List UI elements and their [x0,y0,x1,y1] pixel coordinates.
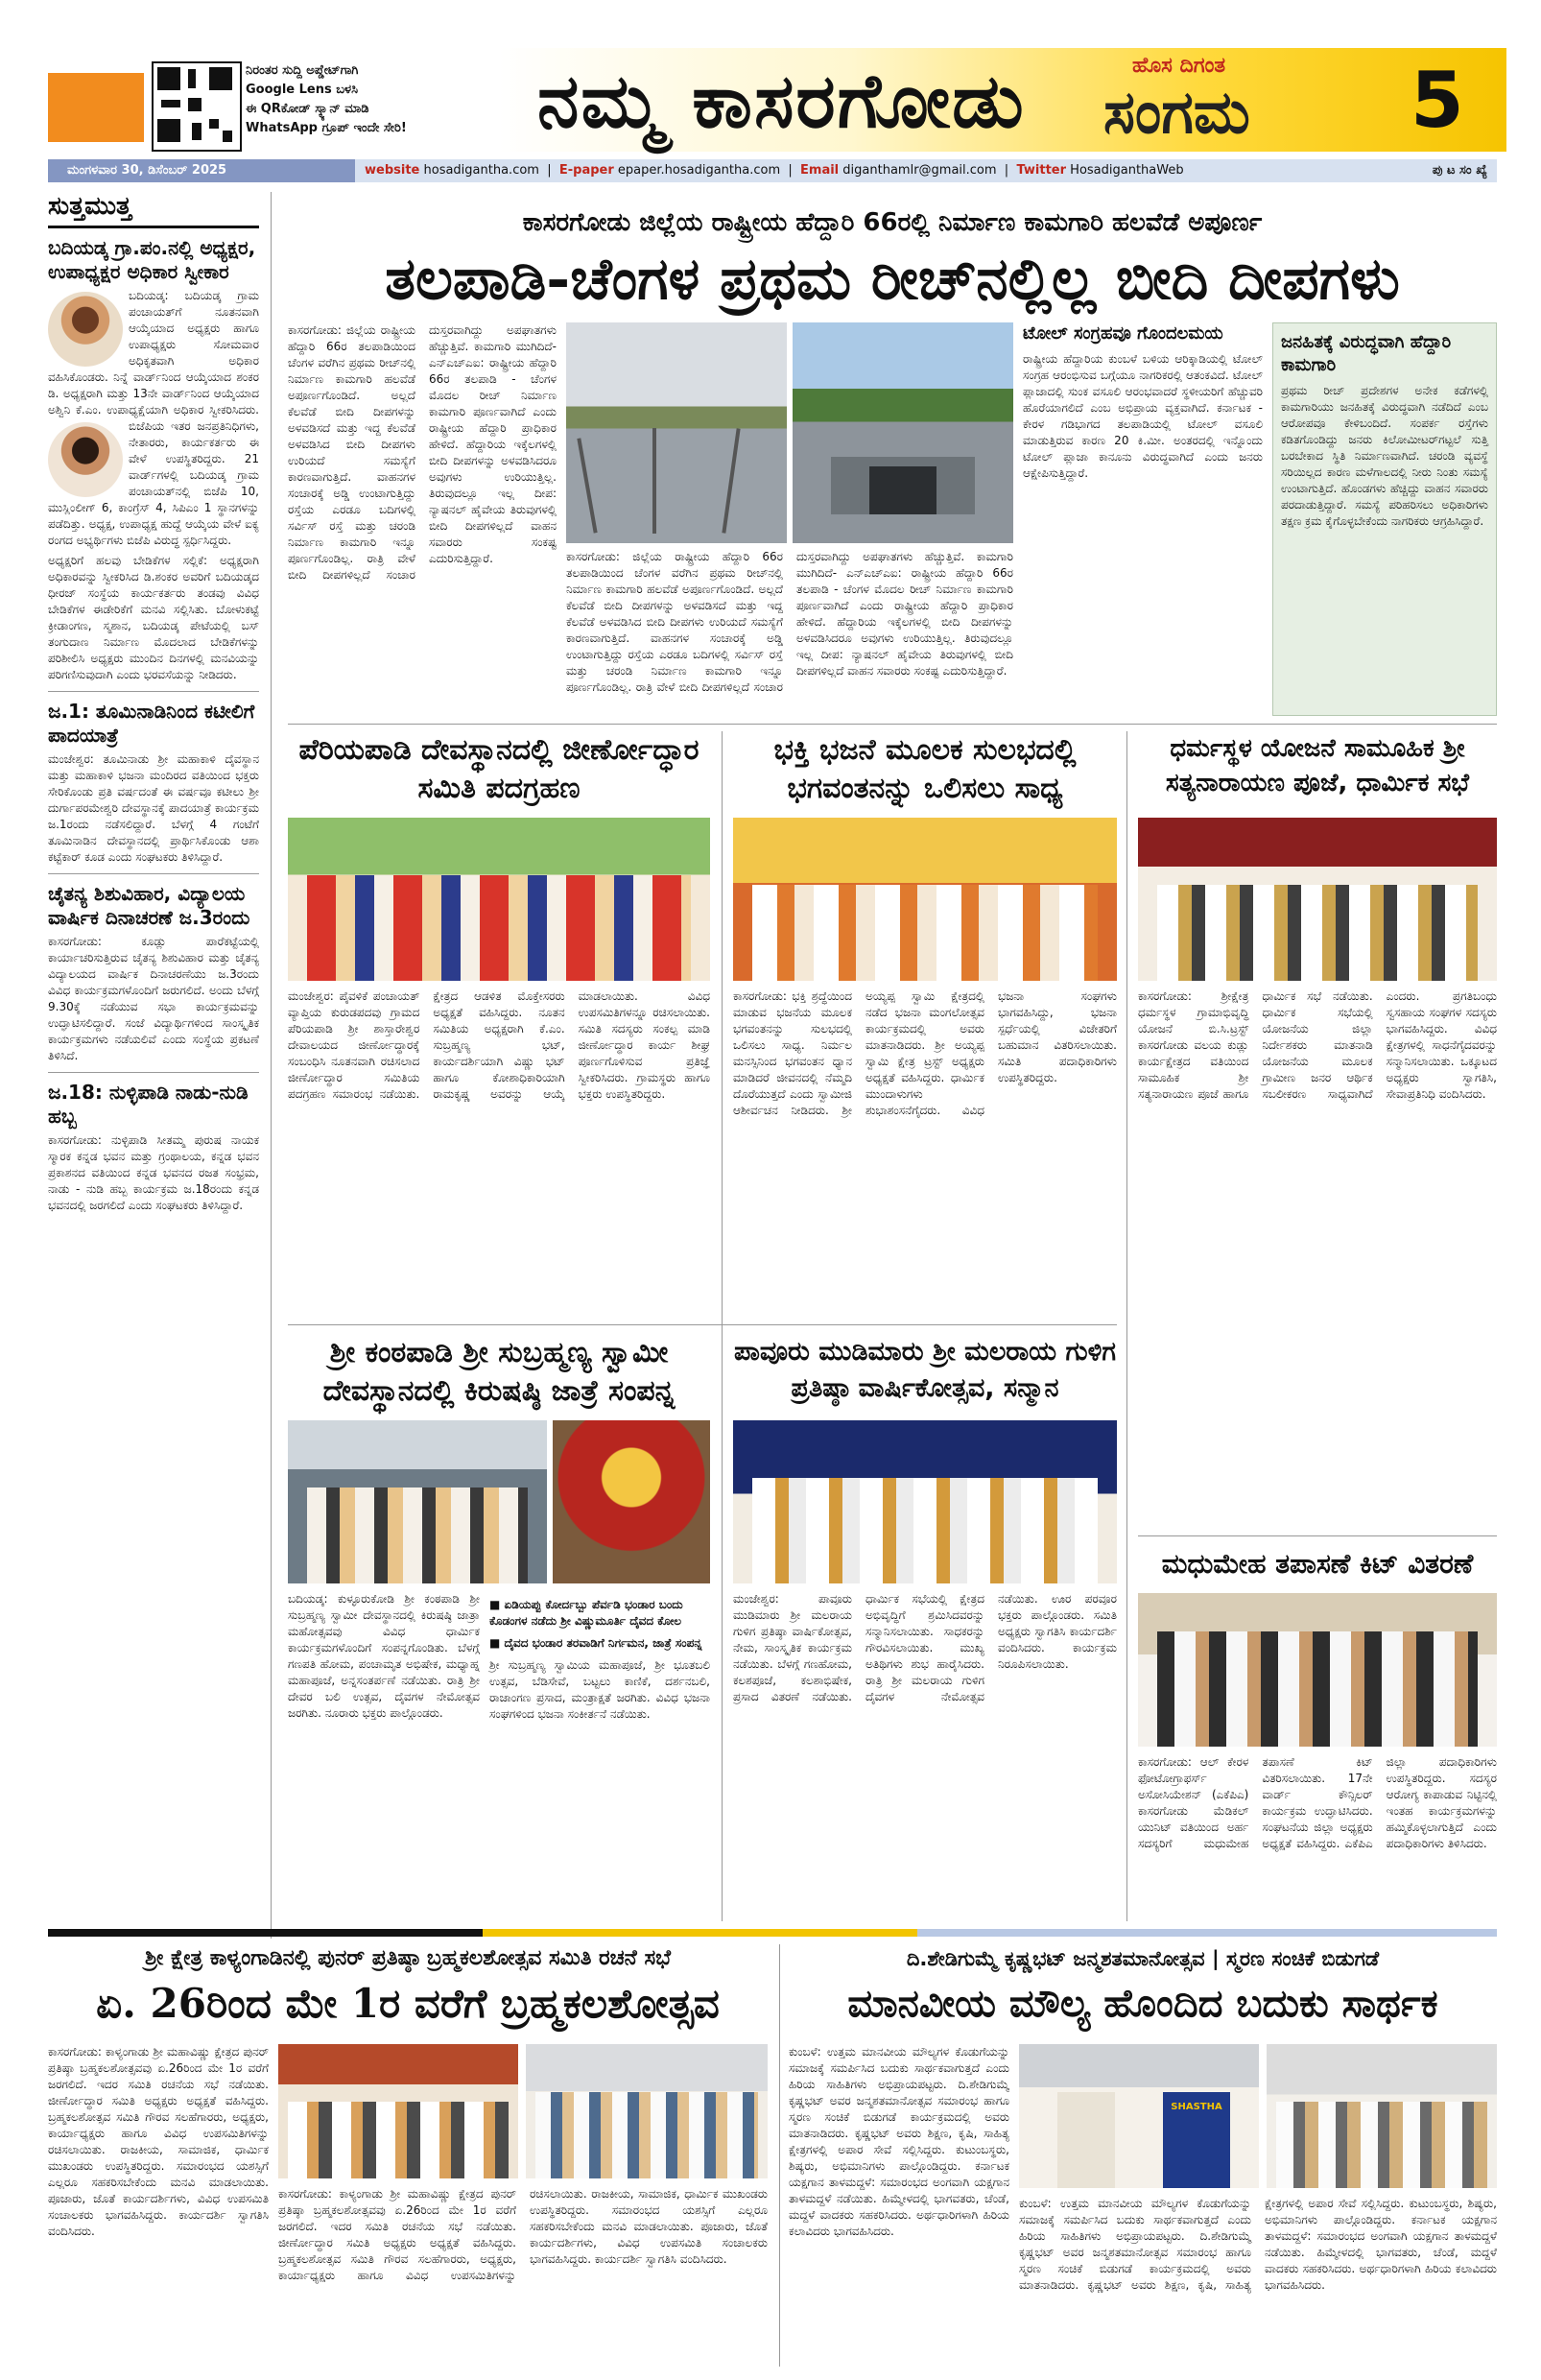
column-rule [271,192,272,1939]
brief-headline: ಚೈತನ್ಯ ಶಿಶುವಿಹಾರ, ವಿದ್ಯಾಲಯ ವಾರ್ಷಿಕ ದಿನಾಚರಣೆ ಜ.3ರಂದು [48,882,250,929]
page-title: ನಮ್ಮ ಕಾಸರಗೋಡು [537,58,1026,145]
brief-headline: ಜ.1: ತೂಮಿನಾಡಿನಿಂದ ಕಟೀಲಿಗೆ ಪಾದಯಾತ್ರೆ [48,700,255,747]
highway-photo [566,322,787,543]
story-headline: ಶ್ರೀ ಕಂಠಪಾಡಿ ಶ್ರೀ ಸುಬ್ರಹ್ಮಣ್ಯ ಸ್ವಾಮೀ ದೇವಸ್ಥಾನದಲ್ಲಿ ಕಿರುಷಷ್ಠಿ ಜಾತ್ರೆ ಸಂಪನ್ನ [322,1336,676,1408]
divider [48,873,259,874]
pooja-photo [1138,818,1497,981]
qr-line: ಈ QRಕೋಡ್ ಸ್ಕ್ಯಾನ್ ಮಾಡಿ [246,102,369,116]
story-headline: ಧರ್ಮಸ್ಥಳ ಯೋಜನೆ ಸಾಮೂಹಿಕ ಶ್ರೀ ಸತ್ಯನಾರಾಯಣ ಪೂಜೆ, ಧಾರ್ಮಿಕ ಸಭೆ [1165,734,1470,797]
lead-kicker: ಕಾಸರಗೋಡು ಜಿಲ್ಲೆಯ ರಾಷ್ಟ್ರೀಯ ಹೆದ್ದಾರಿ 66ರಲ್ಲಿ ನಿರ್ಮಾಣ ಕಾಮಗಾರಿ ಹಲವೆಡೆ ಅಪೂರ್ಣ [522,208,1263,237]
lead-sidebar [1272,322,1497,716]
info-bar [48,159,1497,182]
bhajan-photo [733,818,1117,981]
story-body-cont: ಕುಂಬಳೆ: ಉತ್ತಮ ಮಾನವೀಯ ಮೌಲ್ಯಗಳ ಕೊಡುಗೆಯನ್ನು ಸಮಾಜಕ್ಕೆ ಸಮರ್ಪಿಸಿದ ಬದುಕು ಸಾರ್ಥಕವಾಗುತ್ತದೆ ಎಂದು ಹಿರಿಯ ಸಾಹಿತಿಗಳು ಅಭಿಪ್ರಾಯಪಟ್ಟರು. ದಿ.ಶೇಡಿಗುಮ್ಮೆ ಕೃಷ್ಣಭಟ್ ಅವರ ಜನ್ಮಶತಮಾನೋತ್ಸವ ಸಮಾರಂಭ ಹಾಗೂ ಸ್ಮರಣ ಸಂಚಿಕೆ ಬಿಡುಗಡೆ ಕಾರ್ಯಕ್ರಮದಲ್ಲಿ ಅವರು ಮಾತನಾಡಿದರು. ಕೃಷ್ಣಭಟ್ ಅವರು ಶಿಕ್ಷಣ, ಕೃಷಿ, ಸಾಹಿತ್ಯ ಕ್ಷೇತ್ರಗಳಲ್ಲಿ ಅಪಾರ ಸೇವೆ ಸಲ್ಲಿಸಿದ್ದರು. ಕುಟುಂಬಸ್ಥರು, ಶಿಷ್ಯರು, ಅಭಿಮಾನಿಗಳು ಪಾಲ್ಗೊಂಡಿದ್ದರು. ಕರ್ನಾಟಕ ಯಕ್ಷಗಾನ ತಾಳಮದ್ದಳೆ: ಸಮಾರಂಭದ ಅಂಗವಾಗಿ ಯಕ್ಷಗಾನ ತಾಳಮದ್ದಳೆ ನಡೆಯಿತು. ಹಿಮ್ಮೇಳದಲ್ಲಿ ಭಾಗವತರು, ಚೆಂಡೆ, ಮದ್ದಳೆ ವಾದಕರು ಸಹಕರಿಸಿದರು. ಅರ್ಥಧಾರಿಗಳಾಗಿ ಹಿರಿಯ ಕಲಾವಿದರು ಭಾಗವಹಿಸಿದರು. [1019,2197,1497,2292]
festival-photo [288,1420,547,1583]
story-body-cont: ಕಾಸರಗೋಡು: ಕಾಳ್ಯಂಗಾಡು ಶ್ರೀ ಮಹಾವಿಷ್ಣು ಕ್ಷೇತ್ರದ ಪುನರ್ ಪ್ರತಿಷ್ಠಾ ಬ್ರಹ್ಮಕಲಶೋತ್ಸವವು ಏ.26ರಿಂದ ಮೇ 1ರ ವರೆಗೆ ಜರಗಲಿದೆ. ಇದರ ಸಮಿತಿ ರಚನೆಯ ಸಭೆ ನಡೆಯಿತು. ಜೀರ್ಣೋದ್ಧಾರ ಸಮಿತಿ ಅಧ್ಯಕ್ಷರು ಅಧ್ಯಕ್ಷತೆ ವಹಿಸಿದ್ದರು. ಬ್ರಹ್ಮಕಲಶೋತ್ಸವ ಸಮಿತಿ ಗೌರವ ಸಲಹೆಗಾರರು, ಅಧ್ಯಕ್ಷರು, ಕಾರ್ಯಾಧ್ಯಕ್ಷರು ಹಾಗೂ ವಿವಿಧ ಉಪಸಮಿತಿಗಳನ್ನು ರಚಿಸಲಾಯಿತು. ರಾಜಕೀಯ, ಸಾಮಾಜಿಕ, ಧಾರ್ಮಿಕ ಮುಖಂಡರು ಉಪಸ್ಥಿತರಿದ್ದರು. ಸಮಾರಂಭದ ಯಶಸ್ಸಿಗೆ ಎಲ್ಲರೂ ಸಹಕರಿಸಬೇಕೆಂದು ಮನವಿ ಮಾಡಲಾಯಿತು. ಪೂಜಾರು, ಜೊತೆ ಕಾರ್ಯದರ್ಶಿಗಳು, ವಿವಿಧ ಉಪಸಮಿತಿ ಸಂಚಾಲಕರು ಭಾಗವಹಿಸಿದ್ದರು. ಕಾರ್ಯದರ್ಶಿ ಸ್ವಾಗತಿಸಿ ವಂದಿಸಿದರು. [278,2187,768,2282]
story-body: ಮಂಜೇಶ್ವರ: ಪಾವೂರು ಮುಡಿಮಾರು ಶ್ರೀ ಮಲರಾಯ ಗುಳಿಗ ಪ್ರತಿಷ್ಠಾ ವಾರ್ಷಿಕೋತ್ಸವ, ನೇಮ, ಸಾಂಸ್ಕೃತಿಕ ಕಾರ್ಯಕ್ರಮ ನಡೆಯಿತು. ಬೆಳಗ್ಗೆ ಗಣಹೋಮ, ಕಲಶಪೂಜೆ, ಕಲಶಾಭಿಷೇಕ, ಪ್ರಸಾದ ವಿತರಣೆ ನಡೆಯಿತು. ಧಾರ್ಮಿಕ ಸಭೆಯಲ್ಲಿ ಕ್ಷೇತ್ರದ ಅಭಿವೃದ್ಧಿಗೆ ಶ್ರಮಿಸಿದವರನ್ನು ಸನ್ಮಾನಿಸಲಾಯಿತು. ಸಾಧಕರನ್ನು ಗೌರವಿಸಲಾಯಿತು. ಮುಖ್ಯ ಅತಿಥಿಗಳು ಶುಭ ಹಾರೈಸಿದರು. ರಾತ್ರಿ ಶ್ರೀ ಮಲರಾಯ ಗುಳಿಗ ದೈವಗಳ ನೇಮೋತ್ಸವ ನಡೆಯಿತು. ಊರ ಪರವೂರ ಭಕ್ತರು ಪಾಲ್ಗೊಂಡರು. ಸಮಿತಿ ಅಧ್ಯಕ್ಷರು ಸ್ವಾಗತಿಸಿ ಕಾರ್ಯದರ್ಶಿ ವಂದಿಸಿದರು. ಕಾರ್ಯಕ್ರಮ ನಿರೂಪಿಸಲಾಯಿತು. [733,1592,1117,1703]
lead-body-cont: ಕಾಸರಗೋಡು: ಜಿಲ್ಲೆಯ ರಾಷ್ಟ್ರೀಯ ಹೆದ್ದಾರಿ 66ರ ತಲಪಾಡಿಯಿಂದ ಚೆಂಗಳ ವರೆಗಿನ ಪ್ರಥಮ ರೀಚ್‌ನಲ್ಲಿ ನಿರ್ಮಾಣ ಕಾಮಗಾರಿ ಹಲವೆಡೆ ಅಪೂರ್ಣಗೊಂಡಿದೆ. ಅಲ್ಲದೆ ಕೆಲವೆಡೆ ಬೀದಿ ದೀಪಗಳನ್ನು ಅಳವಡಿಸದೆ ಮತ್ತು ಇದ್ದ ಕೆಲವೆಡೆ ಅಳವಡಿಸಿದ ಬೀದಿ ದೀಪಗಳು ಉರಿಯದೆ ಸಮಸ್ಯೆಗೆ ಕಾರಣವಾಗುತ್ತಿದೆ. ವಾಹನಗಳ ಸಂಚಾರಕ್ಕೆ ಅಡ್ಡಿ ಉಂಟಾಗುತ್ತಿದ್ದು ರಸ್ತೆಯ ಎರಡೂ ಬದಿಗಳಲ್ಲಿ ಸರ್ವಿಸ್ ರಸ್ತೆ ಮತ್ತು ಚರಂಡಿ ನಿರ್ಮಾಣ ಕಾಮಗಾರಿ ಇನ್ನೂ ಪೂರ್ಣಗೊಂಡಿಲ್ಲ. ರಾತ್ರಿ ವೇಳೆ ಬೀದಿ ದೀಪಗಳಿಲ್ಲದೆ ಸಂಚಾರ ದುಸ್ತರವಾಗಿದ್ದು ಅಪಘಾತಗಳು ಹೆಚ್ಚುತ್ತಿವೆ. ಕಾಮಗಾರಿ ಮುಗಿದಿದೆ- ಎನ್‌ಎಚ್‌ಎಐ: ರಾಷ್ಟ್ರೀಯ ಹೆದ್ದಾರಿ 66ರ ತಲಪಾಡಿ - ಚೆಂಗಳ ಮೊದಲ ರೀಚ್ ನಿರ್ಮಾಣ ಕಾಮಗಾರಿ ಪೂರ್ಣವಾಗಿದೆ ಎಂದು ರಾಷ್ಟ್ರೀಯ ಹೆದ್ದಾರಿ ಪ್ರಾಧಿಕಾರ ಹೇಳಿದೆ. ಹೆದ್ದಾರಿಯ ಇಕ್ಕೆಲಗಳಲ್ಲಿ ಬೀದಿ ದೀಪಗಳನ್ನು ಅಳವಡಿಸಿದರೂ ಅವುಗಳು ಉರಿಯುತ್ತಿಲ್ಲ. ತಿರುವುದಲ್ಲೂ ಇಲ್ಲ ದೀಪ: ನ್ಯಾಷನಲ್ ಹೈವೇಯ ತಿರುವುಗಳಲ್ಲಿ ಬೀದಿ ದೀಪಗಳಿಲ್ಲದೆ ವಾಹನ ಸವಾರರು ಸಂಕಷ್ಟ ಎದುರಿಸುತ್ತಿದ್ದಾರೆ. [566,550,1013,694]
row-rule [288,724,1497,725]
story-text: ಶ್ರೀ ಸುಬ್ರಹ್ಮಣ್ಯ ಸ್ವಾಮಿಯ ಮಹಾಪೂಜೆ, ಶ್ರೀ ಭೂತಬಲಿ ಉತ್ಸವ, ಬೆಡಿಸೇವೆ, ಬಟ್ಟಲು ಕಾಣಿಕೆ, ದರ್ಶನಬಲಿ, ರಾಜಾಂಗಣ ಪ್ರಸಾದ, ಮಂತ್ರಾಕ್ಷತೆ ಜರಗಿತು. ವಿವಿಧ ಭಜನಾ ಸಂಘಗಳಿಂದ ಭಜನಾ ಸಂಕೀರ್ತನೆ ನಡೆಯಿತು. [489,1658,710,1721]
bullet-text: ಏಡಿಯಪ್ಪು ಕೋರ್ದಬ್ಬು ಪೆರ್ವಡಿ ಭಂಡಾರ ಬಂದು ಕೊಡಂಗಳ ನಡೆದು ಶ್ರೀ ವಿಷ್ಣುಮೂರ್ತಿ ದೈವದ ಕೋಲ [489,1598,683,1628]
committee-photo [288,818,710,981]
row-rule [1138,1535,1497,1536]
portrait-photo [48,422,123,497]
story-headline: ಭಕ್ತಿ ಭಜನೆ ಮೂಲಕ ಸುಲಭದಲ್ಲಿ ಭಗವಂತನನ್ನು ಒಲಿಸಲು ಸಾಧ್ಯ [773,733,1077,805]
brief-headline: ಬದಿಯಡ್ಕ ಗ್ರಾ.ಪಂ.ನಲ್ಲಿ ಅಧ್ಯಕ್ಷರ, ಉಪಾಧ್ಯಕ್ಷರ ಅಧಿಕಾರ ಸ್ವೀಕಾರ [48,236,256,283]
story-headline: ಏ. 26ರಿಂದ ಮೇ 1ರ ವರೆಗೆ ಬ್ರಹ್ಮಕಲಶೋತ್ಸವ [96,1980,720,2027]
kit-distribution-photo [1138,1593,1497,1747]
toll-box-headline: ಟೋಲ್ ಸಂಗ್ರಹವೂ ಗೊಂದಲಮಯ [1023,323,1223,344]
sidebar-headline: ಜನಹಿತಕ್ಕೆ ವಿರುದ್ಧವಾಗಿ ಹೆದ್ದಾರಿ ಕಾಮಗಾರಿ [1281,332,1452,375]
brief-text: ಬದಿಯಡ್ಕ: ಬದಿಯಡ್ಕ ಗ್ರಾಮ ಪಂಚಾಯತ್‌ಗೆ ನೂತನವಾಗಿ ಆಯ್ಕೆಯಾದ ಅಧ್ಯಕ್ಷರು ಹಾಗೂ ಉಪಾಧ್ಯಕ್ಷರು ಸೋಮವಾರ ಅಧಿಕೃತವಾಗಿ ಅಧಿಕಾರ ವಹಿಸಿಕೊಂಡರು. ನಿನ್ನೆ ವಾರ್ಡ್‌ನಿಂದ ಆಯ್ಕೆಯಾದ ಶಂಕರ ಡಿ. ಅಧ್ಯಕ್ಷರಾಗಿ ಮತ್ತು 13ನೇ ವಾರ್ಡ್‌ನಿಂದ ಆಯ್ಕೆಯಾದ ಅಶ್ವಿನಿ ಕೆ.ಎಂ. ಉಪಾಧ್ಯಕ್ಷೆಯಾಗಿ ಅಧಿಕಾರ ಸ್ವೀಕರಿಸಿದರು. [48,289,259,416]
story-body: ಮಂಜೇಶ್ವರ: ಪೈವಳಿಕೆ ಪಂಚಾಯತ್ ವ್ಯಾಪ್ತಿಯ ಕುರುಡಪದವು ಗ್ರಾಮದ ಪೆರಿಯಪಾಡಿ ಶ್ರೀ ಶಾಸ್ತಾರೇಶ್ವರ ದೇವಾಲಯದ ಜೀರ್ಣೋದ್ಧಾರಕ್ಕೆ ಸಂಬಂಧಿಸಿ ನೂತನವಾಗಿ ರಚಿಸಲಾದ ಜೀರ್ಣೋದ್ಧಾರ ಸಮಿತಿಯ ಪದಗ್ರಹಣ ಸಮಾರಂಭ ನಡೆಯಿತು. ಕ್ಷೇತ್ರದ ಆಡಳಿತ ಮೊಕ್ತೇಸರರು ಅಧ್ಯಕ್ಷತೆ ವಹಿಸಿದ್ದರು. ನೂತನ ಸಮಿತಿಯ ಅಧ್ಯಕ್ಷರಾಗಿ ಕೆ.ಎಂ. ಸುಬ್ರಹ್ಮಣ್ಯ ಭಟ್, ಕಾರ್ಯದರ್ಶಿಯಾಗಿ ವಿಷ್ಣು ಭಟ್ ಹಾಗೂ ಕೋಶಾಧಿಕಾರಿಯಾಗಿ ರಾಮಕೃಷ್ಣ ಅವರನ್ನು ಆಯ್ಕೆ ಮಾಡಲಾಯಿತು. ವಿವಿಧ ಉಪಸಮಿತಿಗಳನ್ನೂ ರಚಿಸಲಾಯಿತು. ಸಮಿತಿ ಸದಸ್ಯರು ಸಂಕಲ್ಪ ಮಾಡಿ ಜೀರ್ಣೋದ್ಧಾರ ಕಾರ್ಯ ಶೀಘ್ರ ಪೂರ್ಣಗೊಳಿಸುವ ಪ್ರತಿಜ್ಞೆ ಸ್ವೀಕರಿಸಿದರು. ಗ್ರಾಮಸ್ಥರು ಹಾಗೂ ಭಕ್ತರು ಉಪಸ್ಥಿತರಿದ್ದರು. [288,989,710,1101]
supplement-title: ಸಂಗಮ [1103,77,1250,147]
pages-label: ಪು ಟ ಸಂ ಖ್ಯೆ [1432,163,1487,178]
left-briefs-column [48,192,259,1948]
divider [48,1072,259,1073]
divider [48,691,259,692]
story-headline: ಮಧುಮೇಹ ತಪಾಸಣೆ ಕಿಟ್ ವಿತರಣೆ [1161,1548,1474,1580]
portrait-photo [48,292,123,367]
website-link[interactable]: hosadigantha.com [423,163,539,178]
brand-name: ಹೊಸ ದಿಗಂತ [1132,54,1226,78]
story-body: ಕುಂಬಳೆ: ಉತ್ತಮ ಮಾನವೀಯ ಮೌಲ್ಯಗಳ ಕೊಡುಗೆಯನ್ನು ಸಮಾಜಕ್ಕೆ ಸಮರ್ಪಿಸಿದ ಬದುಕು ಸಾರ್ಥಕವಾಗುತ್ತದೆ ಎಂದು ಹಿರಿಯ ಸಾಹಿತಿಗಳು ಅಭಿಪ್ರಾಯಪಟ್ಟರು. ದಿ.ಶೇಡಿಗುಮ್ಮೆ ಕೃಷ್ಣಭಟ್ ಅವರ ಜನ್ಮಶತಮಾನೋತ್ಸವ ಸಮಾರಂಭ ಹಾಗೂ ಸ್ಮರಣ ಸಂಚಿಕೆ ಬಿಡುಗಡೆ ಕಾರ್ಯಕ್ರಮದಲ್ಲಿ ಅವರು ಮಾತನಾಡಿದರು. ಕೃಷ್ಣಭಟ್ ಅವರು ಶಿಕ್ಷಣ, ಕೃಷಿ, ಸಾಹಿತ್ಯ ಕ್ಷೇತ್ರಗಳಲ್ಲಿ ಅಪಾರ ಸೇವೆ ಸಲ್ಲಿಸಿದ್ದರು. ಕುಟುಂಬಸ್ಥರು, ಶಿಷ್ಯರು, ಅಭಿಮಾನಿಗಳು ಪಾಲ್ಗೊಂಡಿದ್ದರು. ಕರ್ನಾಟಕ ಯಕ್ಷಗಾನ ತಾಳಮದ್ದಳೆ: ಸಮಾರಂಭದ ಅಂಗವಾಗಿ ಯಕ್ಷಗಾನ ತಾಳಮದ್ದಳೆ ನಡೆಯಿತು. ಹಿಮ್ಮೇಳದಲ್ಲಿ ಭಾಗವತರು, ಚೆಂಡೆ, ಮದ್ದಳೆ ವಾದಕರು ಸಹಕರಿಸಿದರು. ಅರ್ಥಧಾರಿಗಳಾಗಿ ಹಿರಿಯ ಕಲಾವಿದರು ಭಾಗವಹಿಸಿದರು. [789,2045,1009,2238]
orange-accent-bar [48,73,144,142]
bullet-text: ದೈವದ ಭಂಡಾರ ತರವಾಡಿಗೆ ನಿರ್ಗಮನ, ಜಾತ್ರೆ ಸಂಪನ್ನ [504,1636,702,1650]
brief-body [48,288,259,683]
section-label: ಸುತ್ತಮುತ್ತ [48,192,259,228]
contact-links: website hosadigantha.com | E-paper epaper.hosadigantha.com | Email diganthamlr@gmail.com | Twitter HosadiganthaWeb [365,163,1184,178]
brief-headline: ಜ.18: ನುಳ್ಳಿಪಾಡಿ ನಾಡು-ನುಡಿ ಹಬ್ಬ [48,1081,249,1128]
theyyam-photo [553,1420,710,1583]
toll-box [1023,322,1263,716]
link-label: Email [800,163,840,178]
story-headline: ಪೆರಿಯಪಾಡಿ ದೇವಸ್ಥಾನದಲ್ಲಿ ಜೀರ್ಣೋದ್ಧಾರ ಸಮಿತಿ ಪದಗ್ರಹಣ [298,733,699,805]
meeting-photo [278,2044,518,2178]
bullet-item: ■ ಏಡಿಯಪ್ಪು ಕೋರ್ದಬ್ಬು ಪೆರ್ವಡಿ ಭಂಡಾರ ಬಂದು ಕೊಡಂಗಳ ನಡೆದು ಶ್ರೀ ವಿಷ್ಣುಮೂರ್ತಿ ದೈವದ ಕೋಲ [489,1598,683,1628]
story-body: ಕಾಸರಗೋಡು: ಶ್ರೀಕ್ಷೇತ್ರ ಧರ್ಮಸ್ಥಳ ಗ್ರಾಮಾಭಿವೃದ್ಧಿ ಯೋಜನೆ ಬಿ.ಸಿ.ಟ್ರಸ್ಟ್ ಕಾಸರಗೋಡು ವಲಯ ಕುಡ್ಲು ಕಾರ್ಯಕ್ಷೇತ್ರದ ವತಿಯಿಂದ ಸಾಮೂಹಿಕ ಶ್ರೀ ಸತ್ಯನಾರಾಯಣ ಪೂಜೆ ಹಾಗೂ ಧಾರ್ಮಿಕ ಸಭೆ ನಡೆಯಿತು. ಧಾರ್ಮಿಕ ಸಭೆಯಲ್ಲಿ ಯೋಜನೆಯ ಜಿಲ್ಲಾ ನಿರ್ದೇಶಕರು ಮಾತನಾಡಿ ಯೋಜನೆಯ ಮೂಲಕ ಗ್ರಾಮೀಣ ಜನರ ಆರ್ಥಿಕ ಸಬಲೀಕರಣ ಸಾಧ್ಯವಾಗಿದೆ ಎಂದರು. ಪ್ರಗತಿಬಂಧು ಸ್ವಸಹಾಯ ಸಂಘಗಳ ಸದಸ್ಯರು ಭಾಗವಹಿಸಿದ್ದರು. ವಿವಿಧ ಕ್ಷೇತ್ರಗಳಲ್ಲಿ ಸಾಧನೆಗೈದವರನ್ನು ಸನ್ಮಾನಿಸಲಾಯಿತು. ಒಕ್ಕೂಟದ ಅಧ್ಯಕ್ಷರು ಸ್ವಾಗತಿಸಿ, ಸೇವಾಪ್ರತಿನಿಧಿ ವಂದಿಸಿದರು. [1138,989,1497,1101]
audience-photo [526,2044,768,2178]
qr-line: ನಿರಂತರ ಸುದ್ದಿ ಅಪ್ಡೇಟ್‌ಗಾಗಿ [246,63,359,78]
story-kicker: ಶ್ರೀ ಕ್ಷೇತ್ರ ಕಾಳ್ಯಂಗಾಡಿನಲ್ಲಿ ಪುನರ್ ಪ್ರತಿಷ್ಠಾ ಬ್ರಹ್ಮಕಲಶೋತ್ಸವ ಸಮಿತಿ ರಚನೆ ಸಭೆ [144,1946,672,1970]
story-headline: ಪಾವೂರು ಮುಡಿಮಾರು ಶ್ರೀ ಮಲರಾಯ ಗುಳಿಗ ಪ್ರತಿಷ್ಠಾ ವಾರ್ಷಿಕೋತ್ಸವ, ಸನ್ಮಾನ [734,1337,1116,1403]
row-rule [288,1324,1117,1325]
link-label: website [365,163,420,178]
story-body: ಬದಿಯಡ್ಕ: ಕುಳ್ಳೂರುಕೋಡಿ ಶ್ರೀ ಕಂಠಪಾಡಿ ಶ್ರೀ ಸುಬ್ರಹ್ಮಣ್ಯ ಸ್ವಾಮೀ ದೇವಸ್ಥಾನದಲ್ಲಿ ಕಿರುಷಷ್ಠಿ ಜಾತ್ರಾ ಮಹೋತ್ಸವವು ವಿವಿಧ ಧಾರ್ಮಿಕ ಕಾರ್ಯಕ್ರಮಗಳೊಂದಿಗೆ ಸಂಪನ್ನಗೊಂಡಿತು. ಬೆಳಗ್ಗೆ ಗಣಪತಿ ಹೋಮ, ಪಂಚಾಮೃತ ಅಭಿಷೇಕ, ಮಧ್ಯಾಹ್ನ ಮಹಾಪೂಜೆ, ಅನ್ನಸಂತರ್ಪಣೆ ನಡೆಯಿತು. ರಾತ್ರಿ ಶ್ರೀ ದೇವರ ಬಲಿ ಉತ್ಸವ, ದೈವಗಳ ನೇಮೋತ್ಸವ ಜರಗಿತು. ನೂರಾರು ಭಕ್ತರು ಪಾಲ್ಗೊಂಡರು. [288,1592,480,1720]
stage-banner: SHASTHA [1171,2102,1222,2112]
epaper-link[interactable]: epaper.hosadigantha.com [617,163,781,178]
story-kicker: ದಿ.ಶೇಡಿಗುಮ್ಮೆ ಕೃಷ್ಣಭಟ್ ಜನ್ಮಶತಮಾನೋತ್ಸವ | ಸ್ಮರಣ ಸಂಚಿಕೆ ಬಿಡುಗಡೆ [906,1947,1380,1970]
section-band [48,1929,1497,1937]
column-rule [722,731,723,1921]
bullet-item: ■ ದೈವದ ಭಂಡಾರ ತರವಾಡಿಗೆ ನಿರ್ಗಮನ, ಜಾತ್ರೆ ಸಂಪನ್ನ [489,1636,702,1650]
lead-headline: ತಲಪಾಡಿ-ಚೆಂಗಳ ಪ್ರಥಮ ರೀಚ್‌ನಲ್ಲಿಲ್ಲ ಬೀದಿ ದೀಪಗಳು [385,246,1400,313]
brief-text: ಕಾಸರಗೋಡು: ನುಳ್ಳಿಪಾಡಿ ಸೀತಮ್ಮ ಪುರುಷ ನಾಯಕ ಸ್ಮಾರಕ ಕನ್ನಡ ಭವನ ಮತ್ತು ಗ್ರಂಥಾಲಯ, ಕನ್ನಡ ಭವನ ಪ್ರಕಾಶನದ ವತಿಯಿಂದ ಕನ್ನಡ ಭವನದ ರಜತ ಸಂಭ್ರಮ, ನಾಡು - ನುಡಿ ಹಬ್ಬ ಕಾರ್ಯಕ್ರಮ ಜ.18ರಂದು ಕನ್ನಡ ಭವನದಲ್ಲಿ ಜರಗಲಿದೆ ಎಂದು ಸಂಘಟಕರು ತಿಳಿಸಿದ್ದಾರೆ. [48,1133,259,1212]
qr-line: Google Lens ಬಳಸಿ [246,83,359,97]
column-rule [779,1944,780,2367]
story-body: ಕಾಸರಗೋಡು: ಆಲ್ ಕೇರಳ ಫೋಟೋಗ್ರಾಫರ್ಸ್ ಅಸೋಸಿಯೇಶನ್ (ಎಕೆಪಿಎ) ಕಾಸರಗೋಡು ಮೆಡಿಕಲ್ ಯುನಿಟ್ ವತಿಯಿಂದ ಅರ್ಹ ಸದಸ್ಯರಿಗೆ ಮಧುಮೇಹ ತಪಾಸಣೆ ಕಿಟ್ ವಿತರಿಸಲಾಯಿತು. 17ನೇ ವಾರ್ಡ್ ಕೌನ್ಸಿಲರ್ ಕಾರ್ಯಕ್ರಮ ಉದ್ಘಾಟಿಸಿದರು. ಸಂಘಟನೆಯ ಜಿಲ್ಲಾ ಅಧ್ಯಕ್ಷರು ಅಧ್ಯಕ್ಷತೆ ವಹಿಸಿದ್ದರು. ಎಕೆಪಿಎ ಜಿಲ್ಲಾ ಪದಾಧಿಕಾರಿಗಳು ಉಪಸ್ಥಿತರಿದ್ದರು. ಸದಸ್ಯರ ಆರೋಗ್ಯ ಕಾಪಾಡುವ ನಿಟ್ಟಿನಲ್ಲಿ ಇಂತಹ ಕಾರ್ಯಕ್ರಮಗಳನ್ನು ಹಮ್ಮಿಕೊಳ್ಳಲಾಗುತ್ತಿದೆ ಎಂದು ಪದಾಧಿಕಾರಿಗಳು ತಿಳಿಸಿದರು. [1138,1755,1497,1850]
story-body: ಕಾಸರಗೋಡು: ಭಕ್ತಿ ಶ್ರದ್ಧೆಯಿಂದ ಮಾಡುವ ಭಜನೆಯ ಮೂಲಕ ಭಗವಂತನನ್ನು ಸುಲಭದಲ್ಲಿ ಒಲಿಸಲು ಸಾಧ್ಯ. ನಿರ್ಮಲ ಮನಸ್ಸಿನಿಂದ ಭಗವಂತನ ಧ್ಯಾನ ಮಾಡಿದರೆ ಜೀವನದಲ್ಲಿ ನೆಮ್ಮದಿ ದೊರೆಯುತ್ತದೆ ಎಂದು ಸ್ವಾಮೀಜಿ ಆಶೀರ್ವಚನ ನೀಡಿದರು. ಶ್ರೀ ಅಯ್ಯಪ್ಪ ಸ್ವಾಮಿ ಕ್ಷೇತ್ರದಲ್ಲಿ ನಡೆದ ಭಜನಾ ಮಂಗಲೋತ್ಸವ ಕಾರ್ಯಕ್ರಮದಲ್ಲಿ ಅವರು ಮಾತನಾಡಿದರು. ಶ್ರೀ ಅಯ್ಯಪ್ಪ ಸ್ವಾಮಿ ಕ್ಷೇತ್ರ ಟ್ರಸ್ಟ್ ಅಧ್ಯಕ್ಷರು ಅಧ್ಯಕ್ಷತೆ ವಹಿಸಿದ್ದರು. ಧಾರ್ಮಿಕ ಮುಂದಾಳುಗಳು ಶುಭಾಶಂಸನೆಗೈದರು. ವಿವಿಧ ಭಜನಾ ಸಂಘಗಳು ಭಾಗವಹಿಸಿದ್ದು, ಭಜನಾ ಸ್ಪರ್ಧೆಯಲ್ಲಿ ವಿಜೇತರಿಗೆ ಬಹುಮಾನ ವಿತರಿಸಲಾಯಿತು. ಸಮಿತಿ ಪದಾಧಿಕಾರಿಗಳು ಉಪಸ್ಥಿತರಿದ್ದರು. [733,989,1117,1117]
felicitation-photo [733,1420,1117,1583]
brief-text: ಅಧ್ಯಕ್ಷರಿಗೆ ಹಲವು ಬೇಡಿಕೆಗಳ ಸಲ್ಲಿಕೆ: ಅಧ್ಯಕ್ಷರಾಗಿ ಅಧಿಕಾರವನ್ನು ಸ್ವೀಕರಿಸಿದ ಡಿ.ಶಂಕರ ಅವರಿಗೆ ಬದಿಯಡ್ಕದ ಧೀರಜ್ ಸಂಸ್ಥೆಯ ಕಾರ್ಯಕರ್ತರು ತಂಡವು ವಿವಿಧ ಬೇಡಿಕೆಗಳ ಈಡೇರಿಕೆಗೆ ಮನವಿ ಸಲ್ಲಿಸಿತು. ಬೋಳುಕಟ್ಟೆ ಕ್ರೀಡಾಂಗಣ, ಸ್ಮಶಾನ, ಬದಿಯಡ್ಕ ಪೇಟೆಯಲ್ಲಿ ಬಸ್ ತಂಗುದಾಣ ನಿರ್ಮಾಣ ಮೊದಲಾದ ಬೇಡಿಕೆಗಳನ್ನು ಪರಿಶೀಲಿಸಿ ಅಧ್ಯಕ್ಷರು ಮುಂದಿನ ದಿನಗಳಲ್ಲಿ ಮನವಿಯನ್ನು ಪರಿಗಣಿಸುವುದಾಗಿ ಎಂದು ಭರವಸೆಯನ್ನು ನೀಡಿದರು. [48,554,259,681]
masthead [0,38,1541,154]
story-bullets [489,1591,710,1917]
story-headline: ಮಾನವೀಯ ಮೌಲ್ಯ ಹೊಂದಿದ ಬದುಕು ಸಾರ್ಥಕ [847,1981,1438,2026]
lead-body: ಕಾಸರಗೋಡು: ಜಿಲ್ಲೆಯ ರಾಷ್ಟ್ರೀಯ ಹೆದ್ದಾರಿ 66ರ ತಲಪಾಡಿಯಿಂದ ಚೆಂಗಳ ವರೆಗಿನ ಪ್ರಥಮ ರೀಚ್‌ನಲ್ಲಿ ನಿರ್ಮಾಣ ಕಾಮಗಾರಿ ಹಲವೆಡೆ ಅಪೂರ್ಣಗೊಂಡಿದೆ. ಅಲ್ಲದೆ ಕೆಲವೆಡೆ ಬೀದಿ ದೀಪಗಳನ್ನು ಅಳವಡಿಸದೆ ಮತ್ತು ಇದ್ದ ಕೆಲವೆಡೆ ಅಳವಡಿಸಿದ ಬೀದಿ ದೀಪಗಳು ಉರಿಯದೆ ಸಮಸ್ಯೆಗೆ ಕಾರಣವಾಗುತ್ತಿದೆ. ವಾಹನಗಳ ಸಂಚಾರಕ್ಕೆ ಅಡ್ಡಿ ಉಂಟಾಗುತ್ತಿದ್ದು ರಸ್ತೆಯ ಎರಡೂ ಬದಿಗಳಲ್ಲಿ ಸರ್ವಿಸ್ ರಸ್ತೆ ಮತ್ತು ಚರಂಡಿ ನಿರ್ಮಾಣ ಕಾಮಗಾರಿ ಇನ್ನೂ ಪೂರ್ಣಗೊಂಡಿಲ್ಲ. ರಾತ್ರಿ ವೇಳೆ ಬೀದಿ ದೀಪಗಳಿಲ್ಲದೆ ಸಂಚಾರ ದುಸ್ತರವಾಗಿದ್ದು ಅಪಘಾತಗಳು ಹೆಚ್ಚುತ್ತಿವೆ. ಕಾಮಗಾರಿ ಮುಗಿದಿದೆ- ಎನ್‌ಎಚ್‌ಎಐ: ರಾಷ್ಟ್ರೀಯ ಹೆದ್ದಾರಿ 66ರ ತಲಪಾಡಿ - ಚೆಂಗಳ ಮೊದಲ ರೀಚ್ ನಿರ್ಮಾಣ ಕಾಮಗಾರಿ ಪೂರ್ಣವಾಗಿದೆ ಎಂದು ರಾಷ್ಟ್ರೀಯ ಹೆದ್ದಾರಿ ಪ್ರಾಧಿಕಾರ ಹೇಳಿದೆ. ಹೆದ್ದಾರಿಯ ಇಕ್ಕೆಲಗಳಲ್ಲಿ ಬೀದಿ ದೀಪಗಳನ್ನು ಅಳವಡಿಸಿದರೂ ಅವುಗಳು ಉರಿಯುತ್ತಿಲ್ಲ. ತಿರುವುದಲ್ಲೂ ಇಲ್ಲ ದೀಪ: ನ್ಯಾಷನಲ್ ಹೈವೇಯ ತಿರುವುಗಳಲ್ಲಿ ಬೀದಿ ದೀಪಗಳಿಲ್ಲದೆ ವಾಹನ ಸವಾರರು ಸಂಕಷ್ಟ ಎದುರಿಸುತ್ತಿದ್ದಾರೆ. [288,323,557,582]
speaker-photo [1019,2044,1259,2188]
column-rule [1126,731,1127,1921]
gathering-photo [1267,2044,1497,2188]
email-link[interactable]: diganthamlr@gmail.com [842,163,997,178]
sidebar-text: ಪ್ರಥಮ ರೀಚ್ ಪ್ರದೇಶಗಳ ಅನೇಕ ಕಡೆಗಳಲ್ಲಿ ಕಾಮಗಾರಿಯು ಜನಹಿತಕ್ಕೆ ವಿರುದ್ಧವಾಗಿ ನಡೆದಿದೆ ಎಂಬ ಆರೋಪವೂ ಕೇಳಿಬಂದಿದೆ. ಸಂಪರ್ಕ ರಸ್ತೆಗಳು ಕಡಿತಗೊಂಡಿದ್ದು ಜನರು ಕಿಲೋಮೀಟರ್‌ಗಟ್ಟಲೆ ಸುತ್ತಿ ಬರಬೇಕಾದ ಸ್ಥಿತಿ ನಿರ್ಮಾಣವಾಗಿದೆ. ಚರಂಡಿ ವ್ಯವಸ್ಥೆ ಸರಿಯಿಲ್ಲದ ಕಾರಣ ಮಳೆಗಾಲದಲ್ಲಿ ನೀರು ನಿಂತು ಸಮಸ್ಯೆ ಉಂಟಾಗುತ್ತಿದೆ. ಹೊಂಡಗಳು ಹೆಚ್ಚಿದ್ದು ವಾಹನ ಸವಾರರು ಪರದಾಡುತ್ತಿದ್ದಾರೆ. ಸಮಸ್ಯೆ ಪರಿಹರಿಸಲು ಅಧಿಕಾರಿಗಳು ತಕ್ಷಣ ಕ್ರಮ ಕೈಗೊಳ್ಳಬೇಕೆಂದು ನಾಗರಿಕರು ಆಗ್ರಹಿಸಿದ್ದಾರೆ. [1281,384,1488,528]
flyover-photo [793,322,1013,543]
story-body: ಕಾಸರಗೋಡು: ಕಾಳ್ಯಂಗಾಡು ಶ್ರೀ ಮಹಾವಿಷ್ಣು ಕ್ಷೇತ್ರದ ಪುನರ್ ಪ್ರತಿಷ್ಠಾ ಬ್ರಹ್ಮಕಲಶೋತ್ಸವವು ಏ.26ರಿಂದ ಮೇ 1ರ ವರೆಗೆ ಜರಗಲಿದೆ. ಇದರ ಸಮಿತಿ ರಚನೆಯ ಸಭೆ ನಡೆಯಿತು. ಜೀರ್ಣೋದ್ಧಾರ ಸಮಿತಿ ಅಧ್ಯಕ್ಷರು ಅಧ್ಯಕ್ಷತೆ ವಹಿಸಿದ್ದರು. ಬ್ರಹ್ಮಕಲಶೋತ್ಸವ ಸಮಿತಿ ಗೌರವ ಸಲಹೆಗಾರರು, ಅಧ್ಯಕ್ಷರು, ಕಾರ್ಯಾಧ್ಯಕ್ಷರು ಹಾಗೂ ವಿವಿಧ ಉಪಸಮಿತಿಗಳನ್ನು ರಚಿಸಲಾಯಿತು. ರಾಜಕೀಯ, ಸಾಮಾಜಿಕ, ಧಾರ್ಮಿಕ ಮುಖಂಡರು ಉಪಸ್ಥಿತರಿದ್ದರು. ಸಮಾರಂಭದ ಯಶಸ್ಸಿಗೆ ಎಲ್ಲರೂ ಸಹಕರಿಸಬೇಕೆಂದು ಮನವಿ ಮಾಡಲಾಯಿತು. ಪೂಜಾರು, ಜೊತೆ ಕಾರ್ಯದರ್ಶಿಗಳು, ವಿವಿಧ ಉಪಸಮಿತಿ ಸಂಚಾಲಕರು ಭಾಗವಹಿಸಿದ್ದರು. ಕಾರ್ಯದರ್ಶಿ ಸ್ವಾಗತಿಸಿ ವಂದಿಸಿದರು. [48,2045,269,2238]
qr-instructions [246,61,495,138]
brief-text: ಕಾಸರಗೋಡು: ಕೂಡ್ಲು ಪಾರೆಕಟ್ಟೆಯಲ್ಲಿ ಕಾರ್ಯಾಚರಿಸುತ್ತಿರುವ ಚೈತನ್ಯ ಶಿಶುವಿಹಾರ ಮತ್ತು ಚೈತನ್ಯ ವಿದ್ಯಾಲಯದ ವಾರ್ಷಿಕ ದಿನಾಚರಣೆಯು ಜ.3ರಂದು ವಿವಿಧ ಕಾರ್ಯಕ್ರಮಗಳೊಂದಿಗೆ ಜರುಗಲಿದೆ. ಅಂದು ಬೆಳಗ್ಗೆ 9.30ಕ್ಕೆ ನಡೆಯುವ ಸಭಾ ಕಾರ್ಯಕ್ರಮವನ್ನು ಉದ್ಘಾಟಿಸಲಿದ್ದಾರೆ. ಸಂಜೆ ವಿದ್ಯಾರ್ಥಿಗಳಿಂದ ಸಾಂಸ್ಕೃತಿಕ ಕಾರ್ಯಕ್ರಮಗಳು ನಡೆಯಲಿವೆ ಎಂದು ಸಂಸ್ಥೆಯ ಪ್ರಕಟಣೆ ತಿಳಿಸಿದೆ. [48,935,259,1062]
brief-text: ಬಿಜೆಪಿಯ ಇತರ ಜನಪ್ರತಿನಿಧಿಗಳು, ನೇತಾರರು, ಕಾರ್ಯಕರ್ತರು ಈ ವೇಳೆ ಉಪಸ್ಥಿತರಿದ್ದರು. 21 ವಾರ್ಡ್‌ಗಳಲ್ಲಿ ಬದಿಯಡ್ಕ ಗ್ರಾಮ ಪಂಚಾಯತ್‌ನಲ್ಲಿ ಬಿಜೆಪಿ 10, ಮುಸ್ಲಿಂಲೀಗ್ 6, ಕಾಂಗ್ರೆಸ್ 4, ಸಿಪಿಎಂ 1 ಸ್ಥಾನಗಳನ್ನು ಪಡೆದಿತ್ತು. ಅಧ್ಯಕ್ಷ, ಉಪಾಧ್ಯಕ್ಷ ಹುದ್ದೆ ಆಯ್ಕೆಯ ವೇಳೆ ಐಕ್ಯ ರಂಗದ ಅಭ್ಯರ್ಥಿಗಳು ಬಿಜೆಪಿ ವಿರುದ್ಧ ಸ್ಪರ್ಧಿಸಿದ್ದರು. [48,419,259,547]
issue-date: ಮಂಗಳವಾರ 30, ಡಿಸೆಂಬರ್ 2025 [48,159,355,182]
twitter-link[interactable]: HosadiganthaWeb [1070,163,1184,178]
link-label: E-paper [558,163,614,178]
link-label: Twitter [1016,163,1067,178]
qr-line: WhatsApp ಗ್ರೂಪ್ ಇಂದೇ ಸೇರಿ! [246,121,407,135]
brief-text: ಮಂಜೇಶ್ವರ: ತೂಮಿನಾಡು ಶ್ರೀ ಮಹಾಕಾಳಿ ದೈವಸ್ಥಾನ ಮತ್ತು ಮಹಾಕಾಳಿ ಭಜನಾ ಮಂದಿರದ ವತಿಯಿಂದ ಭಕ್ತರು ಸೇರಿಕೊಂಡು ಪ್ರತಿ ವರ್ಷದಂತೆ ಈ ವರ್ಷವೂ ಕಟೀಲು ಶ್ರೀ ದುರ್ಗಾಪರಮೇಶ್ವರಿ ದೇವಸ್ಥಾನಕ್ಕೆ ಪಾದಯಾತ್ರೆ ಕಾರ್ಯಕ್ರಮ ಜ.1ರಂದು ನಡೆಸಲಿದ್ದಾರೆ. ಬೆಳಗ್ಗೆ 4 ಗಂಟೆಗೆ ತೂಮಿನಾಡಿನ ದೇವಸ್ಥಾನದಲ್ಲಿ ಪ್ರಾರ್ಥಿಸಿಕೊಂಡು ಆಶಾ ಕಟ್ಟೆಕಾರ್ ಕೂಡ ಎಂದು ಸಂಘಟಕರು ತಿಳಿಸಿದ್ದಾರೆ. [48,752,259,864]
qr-code-icon [152,61,242,152]
page-number: 5 [1411,56,1464,145]
toll-box-text: ರಾಷ್ಟ್ರೀಯ ಹೆದ್ದಾರಿಯ ಕುಂಬಳೆ ಬಳಿಯ ಆರಿಕ್ಕಾಡಿಯಲ್ಲಿ ಟೋಲ್ ಸಂಗ್ರಹ ಆರಂಭಿಸುವ ಬಗ್ಗೆಯೂ ನಾಗರಿಕರಲ್ಲಿ ಆತಂಕವಿದೆ. ಟೋಲ್ ಪ್ಲಾಜಾದಲ್ಲಿ ಸುಂಕ ವಸೂಲಿ ಆರಂಭವಾದರೆ ಸ್ಥಳೀಯರಿಗೆ ಹೆಚ್ಚುವರಿ ಹೊರೆಯಾಗಲಿದೆ ಎಂಬ ಅಭಿಪ್ರಾಯ ವ್ಯಕ್ತವಾಗಿದೆ. ಕರ್ನಾಟಕ - ಕೇರಳ ಗಡಿಭಾಗದ ತಲಪಾಡಿಯಲ್ಲಿ ಟೋಲ್ ವಸೂಲಿ ಮಾಡುತ್ತಿರುವ ಕಾರಣ 20 ಕಿ.ಮೀ. ಅಂತರದಲ್ಲಿ ಇನ್ನೊಂದು ಟೋಲ್ ಪ್ಲಾಜಾ ಕಾನೂನು ವಿರುದ್ಧವಾಗಿದೆ ಎಂದು ಜನರು ಆಕ್ಷೇಪಿಸುತ್ತಿದ್ದಾರೆ. [1023,352,1263,480]
